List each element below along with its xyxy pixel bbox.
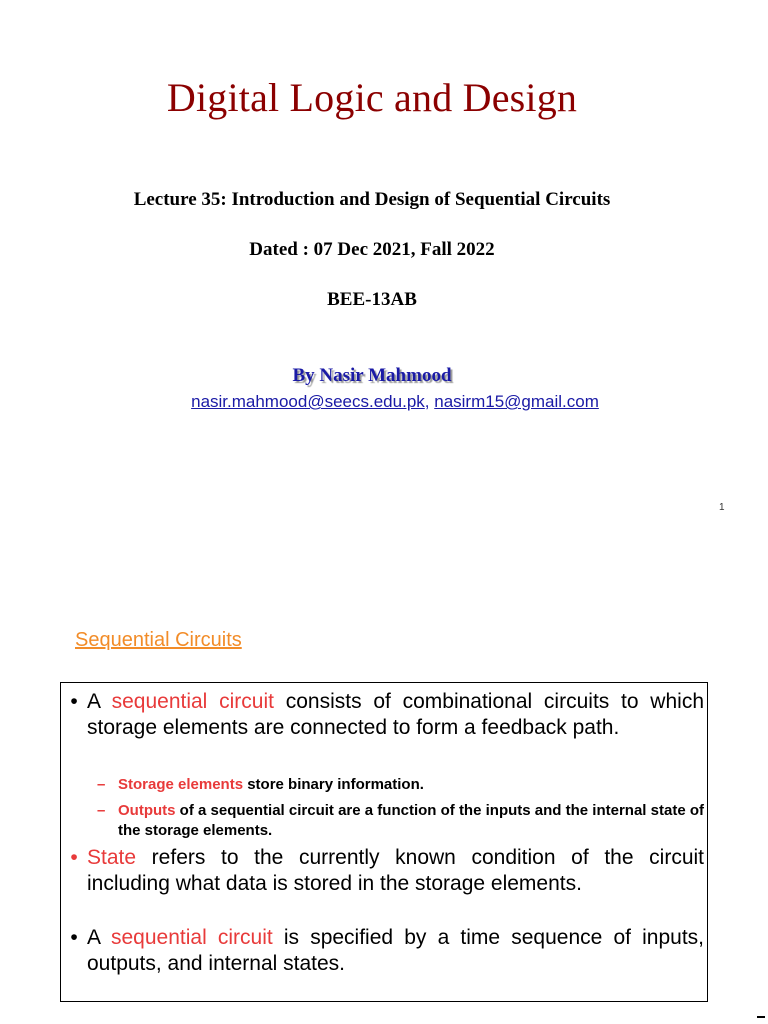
email-separator: , xyxy=(424,392,435,411)
page-number-partial xyxy=(757,1016,765,1021)
email-link-primary[interactable]: nasir.mahmood@seecs.edu.pk xyxy=(191,392,425,411)
bullet-marker: • xyxy=(70,926,78,949)
bullet-text-post: consists of combinational circuits to which storage elements are connected to form a feedback path. xyxy=(87,690,704,739)
bullet-highlight: sequential circuit xyxy=(111,690,274,713)
sub-bullet-text-post: store binary information. xyxy=(243,776,424,793)
content-box xyxy=(60,682,708,1002)
bullet-highlight: sequential circuit xyxy=(111,926,273,949)
bullet-text-pre: A xyxy=(87,926,111,949)
author-emails xyxy=(0,392,768,412)
sub-bullet-text-post: of a sequential circuit are a function of the inputs and the internal state of the storage elements. xyxy=(118,802,704,839)
bullet-text xyxy=(87,689,704,740)
lecture-date: Dated : 07 Dec 2021, Fall 2022 xyxy=(249,239,495,260)
bullet-text-post: refers to the currently known condition of the circuit including what data is stored in the storage elements. xyxy=(87,846,704,895)
email-link-secondary[interactable]: nasirm15@gmail.com xyxy=(434,392,599,411)
sub-bullet-marker: – xyxy=(97,802,106,819)
author-name: By Nasir Mahmood xyxy=(292,365,452,386)
lecture-title: Lecture 35: Introduction and Design of Sequential Circuits xyxy=(133,189,611,210)
bullet-text-post: is specified by a time sequence of inputs, outputs, and internal states. xyxy=(87,926,704,975)
bullet-text xyxy=(87,925,704,976)
section-title: Sequential Circuits xyxy=(75,629,242,651)
page-number: 1 xyxy=(719,502,725,513)
sub-bullet-marker: – xyxy=(97,776,106,793)
bullet-marker: • xyxy=(70,846,78,869)
content-slide xyxy=(0,560,768,1024)
sub-bullet-highlight: Storage elements xyxy=(118,776,244,793)
sub-bullet-highlight: Outputs xyxy=(118,802,176,819)
bullet-text xyxy=(87,845,704,896)
sub-bullet-text xyxy=(118,801,704,840)
bullet-highlight: State xyxy=(87,846,137,869)
bullet-marker: • xyxy=(70,690,78,713)
sub-bullet-text xyxy=(118,775,704,795)
bullet-text-pre: A xyxy=(87,690,112,713)
course-code: BEE-13AB xyxy=(327,289,417,310)
slide-title: Digital Logic and Design xyxy=(166,75,578,120)
